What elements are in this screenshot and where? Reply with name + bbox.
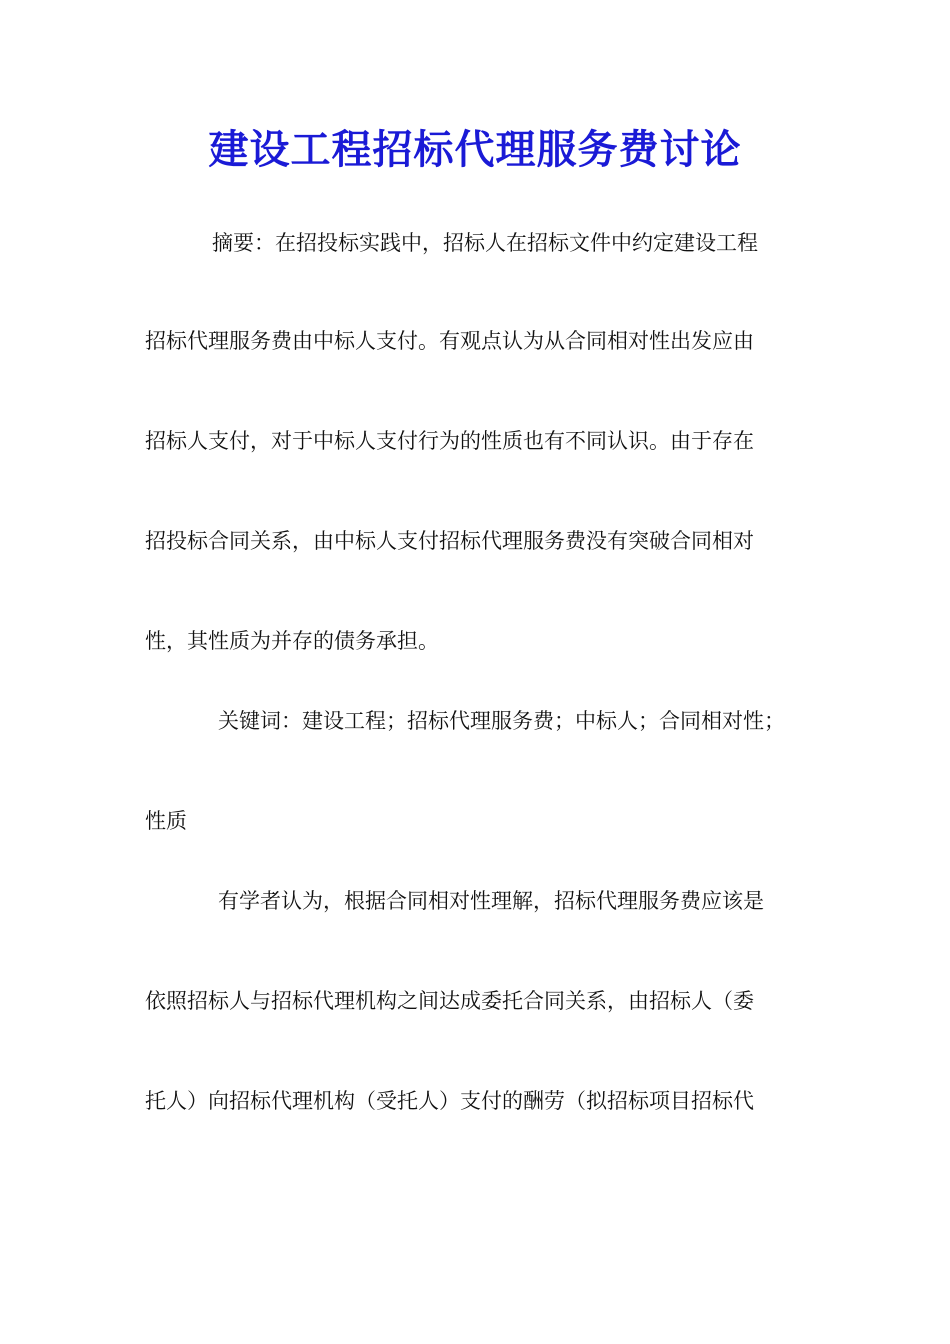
abstract-line-1: 摘要：在招投标实践中，招标人在招标文件中约定建设工程 <box>212 231 758 255</box>
keywords-line-2: 性质 <box>145 809 187 833</box>
keywords-line-1: 关键词：建设工程；招标代理服务费；中标人；合同相对性； <box>218 709 785 733</box>
abstract-line-5: 性，其性质为并存的债务承担。 <box>145 629 439 653</box>
body-line-3: 托人）向招标代理机构（受托人）支付的酬劳（拟招标项目招标代 <box>145 1089 754 1113</box>
abstract-line-3: 招标人支付，对于中标人支付行为的性质也有不同认识。由于存在 <box>145 429 754 453</box>
document-title: 建设工程招标代理服务费讨论 <box>208 126 742 173</box>
body-line-1: 有学者认为，根据合同相对性理解，招标代理服务费应该是 <box>218 889 764 913</box>
abstract-line-2: 招标代理服务费由中标人支付。有观点认为从合同相对性出发应由 <box>145 329 754 353</box>
body-line-2: 依照招标人与招标代理机构之间达成委托合同关系，由招标人（委 <box>145 989 754 1013</box>
abstract-line-4: 招投标合同关系，由中标人支付招标代理服务费没有突破合同相对 <box>145 529 754 553</box>
